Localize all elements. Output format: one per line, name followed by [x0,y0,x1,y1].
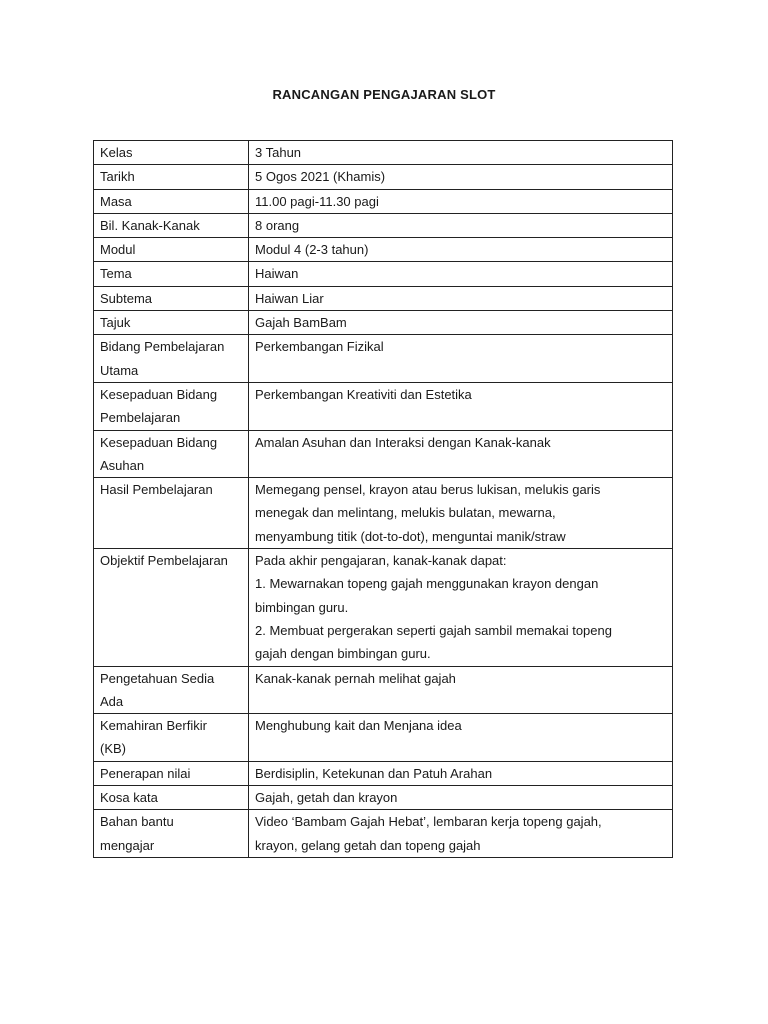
table-row [94,666,673,714]
row-label-text: Utama [100,362,139,378]
row-label-text: Kelas [100,145,133,160]
row-value-cell [249,141,673,165]
table-row [94,786,673,810]
table-row [94,213,673,237]
row-value-text: 1. Mewarnakan topeng gajah menggunakan krayon dengan [255,576,599,592]
row-value-text: 3 Tahun [255,145,302,160]
row-value-cell [249,666,673,714]
row-label-text: Objektif Pembelajaran [100,553,228,569]
row-label-cell [94,335,249,383]
row-label-text: Kemahiran Berfikir [100,718,207,734]
row-label-cell [94,189,249,213]
row-value-cell [249,189,673,213]
row-label-cell [94,810,249,858]
row-value-cell [249,213,673,237]
row-value-text: 2. Membuat pergerakan seperti gajah sambil memakai topeng [255,622,612,638]
row-label-text: (KB) [100,741,126,757]
row-value-cell [249,311,673,335]
row-label-cell [94,549,249,666]
row-label-cell [94,141,249,165]
row-label-text: Kosa kata [100,790,158,806]
row-label-text: Kesepaduan Bidang [100,434,218,450]
row-label-text: Tarikh [100,169,135,185]
row-label-cell [94,666,249,714]
row-label-cell [94,311,249,335]
table-row [94,478,673,549]
row-label-text: Bahan bantu [100,814,174,830]
row-label-cell [94,786,249,810]
table-row [94,810,673,858]
row-label-text: Bil. Kanak-Kanak [100,217,200,233]
row-label-cell [94,382,249,430]
row-value-text: 11.00 pagi-11.30 pagi [255,193,379,209]
row-label-text: Pengetahuan Sedia [100,670,215,686]
row-value-text: 8 orang [255,217,300,233]
document-title: RANCANGAN PENGAJARAN SLOT [272,87,496,102]
row-value-cell [249,478,673,549]
row-label-cell [94,165,249,189]
row-label-text: Tema [100,266,132,282]
row-label-cell [94,286,249,310]
row-label-cell [94,213,249,237]
table-row [94,286,673,310]
row-value-text: krayon, gelang getah dan topeng gajah [255,837,481,853]
row-value-cell [249,238,673,262]
row-value-text: Video ‘Bambam Gajah Hebat’, lembaran kerja topeng gajah, [255,814,602,830]
row-value-text: Memegang pensel, krayon atau berus lukisan, melukis garis [255,482,601,498]
table-row [94,262,673,286]
row-label-text: Masa [100,193,132,209]
table-row [94,189,673,213]
table-row [94,311,673,335]
row-value-cell [249,335,673,383]
row-value-text: Haiwan [255,266,299,282]
row-value-text: Perkembangan Kreativiti dan Estetika [255,386,472,402]
row-label-cell [94,262,249,286]
row-value-text: 5 Ogos 2021 (Khamis) [255,169,386,185]
row-value-text: Amalan Asuhan dan Interaksi dengan Kanak-kanak [255,434,551,450]
row-value-cell [249,286,673,310]
row-value-cell [249,262,673,286]
row-label-text: Hasil Pembelajaran [100,482,213,498]
row-value-text: gajah dengan bimbingan guru. [255,646,431,662]
row-value-text: menegak dan melintang, melukis bulatan, mewarna, [255,505,556,521]
row-label-cell [94,238,249,262]
row-value-text: Pada akhir pengajaran, kanak-kanak dapat: [255,553,507,569]
row-label-cell [94,714,249,762]
row-value-text: Haiwan Liar [255,290,324,306]
row-label-cell [94,761,249,785]
row-value-text: Menghubung kait dan Menjana idea [255,718,462,734]
row-value-text: Gajah, getah dan krayon [255,790,398,806]
row-label-text: Ada [100,693,124,709]
lesson-plan-table-body [94,141,673,858]
lesson-plan-table [93,140,673,858]
row-value-text: menyambung titik (dot-to-dot), menguntai manik/straw [255,528,566,544]
row-label-text: Penerapan nilai [100,765,191,781]
row-label-text: Bidang Pembelajaran [100,339,225,355]
row-value-cell [249,761,673,785]
table-row [94,382,673,430]
table-row [94,714,673,762]
row-label-text: Subtema [100,290,153,306]
table-row [94,430,673,478]
table-row [94,141,673,165]
row-value-text: Modul 4 (2-3 tahun) [255,242,369,258]
row-value-text: Kanak-kanak pernah melihat gajah [255,670,456,686]
table-row [94,335,673,383]
row-label-text: Pembelajaran [100,410,181,426]
table-row [94,238,673,262]
row-value-cell [249,430,673,478]
row-value-text: Perkembangan Fizikal [255,339,384,355]
table-row [94,761,673,785]
row-label-text: Kesepaduan Bidang [100,386,218,402]
row-label-text: Asuhan [100,457,145,473]
row-value-cell [249,786,673,810]
row-value-cell [249,165,673,189]
row-label-cell [94,478,249,549]
row-value-text: Berdisiplin, Ketekunan dan Patuh Arahan [255,765,493,781]
row-value-cell [249,714,673,762]
row-label-text: Modul [100,242,136,258]
table-row [94,549,673,666]
row-value-text: bimbingan guru. [255,599,349,615]
row-label-text: mengajar [100,837,155,853]
table-row [94,165,673,189]
row-label-cell [94,430,249,478]
row-value-cell [249,810,673,858]
row-value-cell [249,382,673,430]
row-value-cell [249,549,673,666]
row-value-text: Gajah BamBam [255,315,347,331]
row-label-text: Tajuk [100,315,131,331]
